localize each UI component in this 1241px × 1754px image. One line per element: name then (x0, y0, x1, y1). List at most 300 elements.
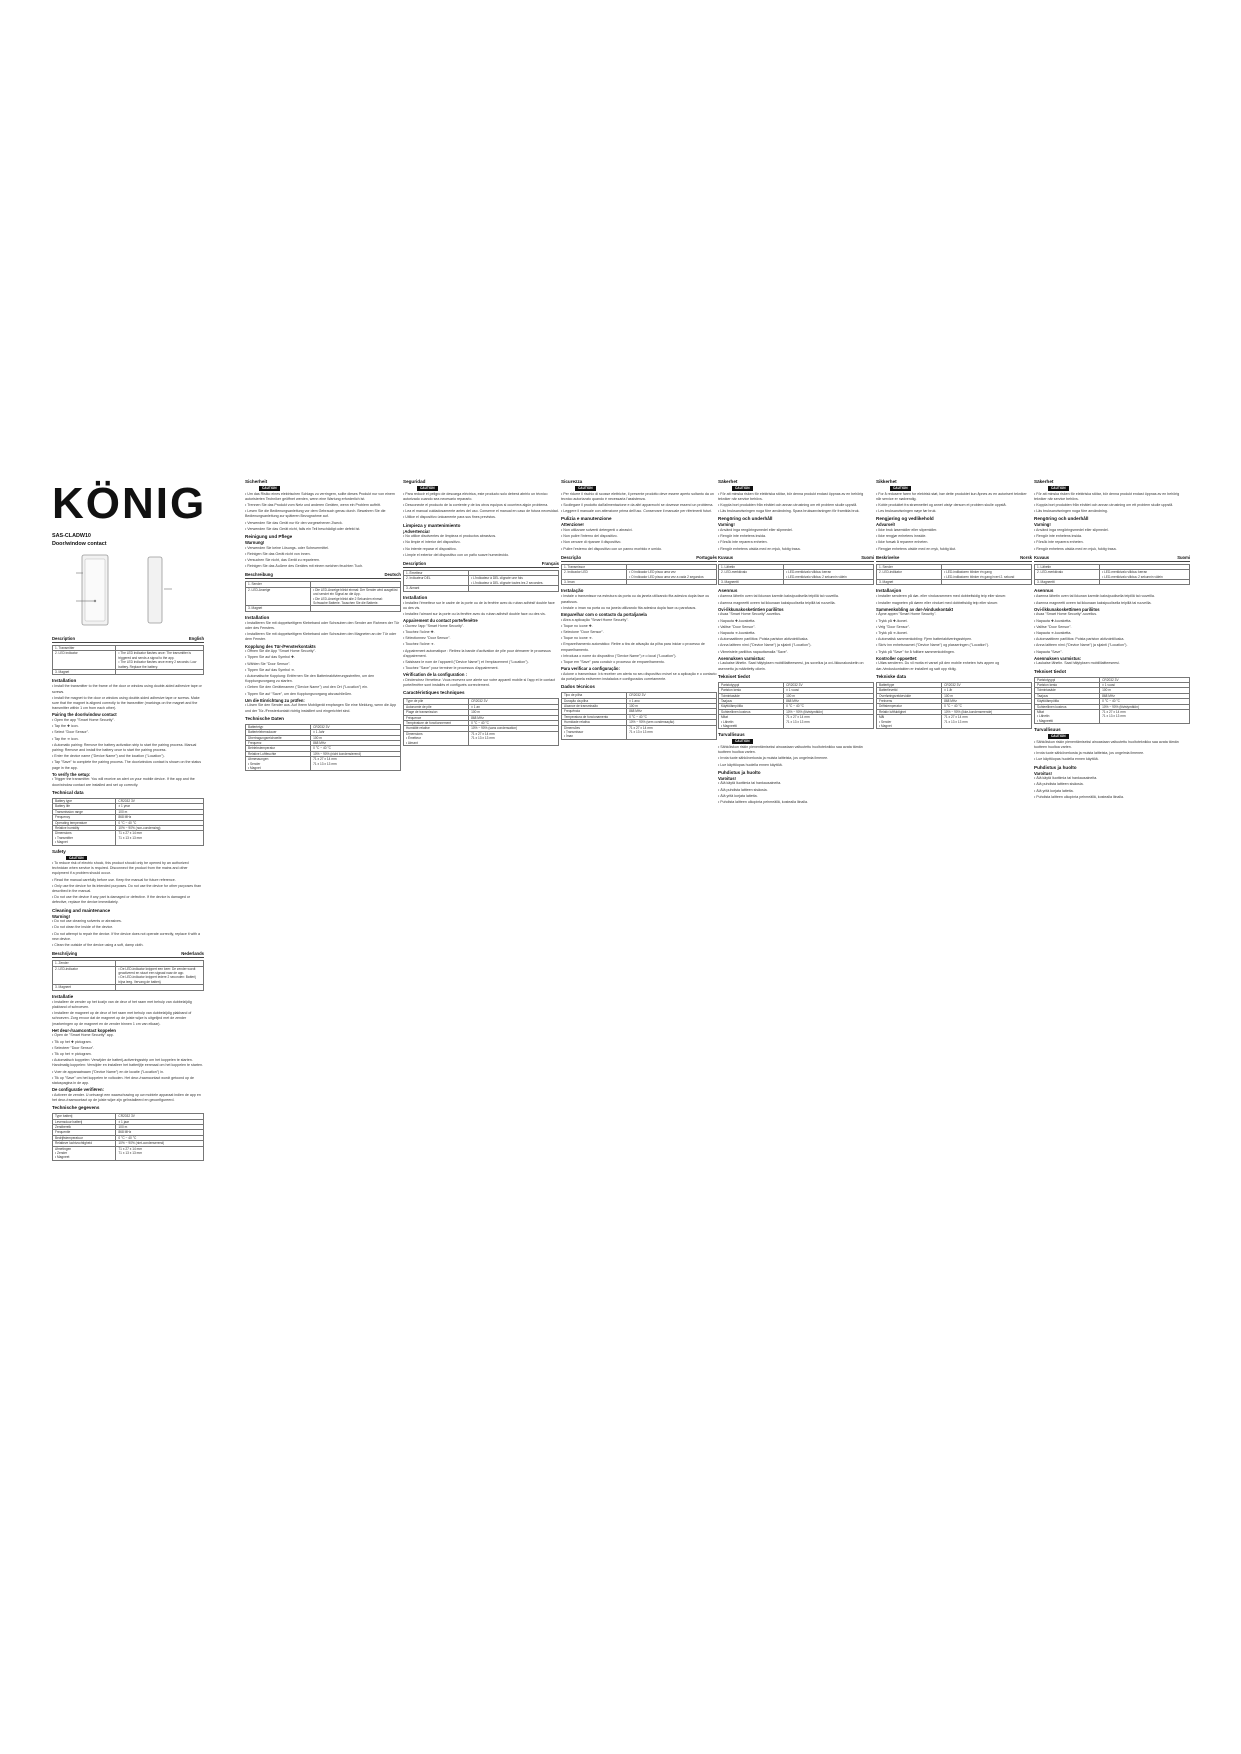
table-cell: Mitat • Lähetin • Magneetti (719, 715, 784, 729)
table-row (53, 1146, 204, 1160)
cleaning-list (52, 919, 204, 948)
table-row (404, 586, 559, 591)
table-cell: 868 MHz (311, 741, 401, 746)
installation-list (245, 621, 401, 643)
table-cell: CR2032 3V (1100, 677, 1190, 682)
table-cell: Alcance de transmissão (562, 703, 627, 708)
table-cell: CR2032 3V (942, 682, 1032, 687)
table-cell: 1. Émetteur (404, 570, 469, 575)
desc-label: Beskrivelse (876, 554, 900, 560)
table-cell: Afmetingen • Zender • Magneet (53, 1146, 116, 1160)
safety-list (718, 745, 874, 768)
list-item: • Puhdista laitteen ulkopinta pehmeällä, kostealla liinalla. (1034, 794, 1124, 799)
caution-label: CAUTION (259, 486, 280, 491)
table-cell: 868 MHz (627, 709, 717, 714)
list-item: • Koble produktet fra strømnettet og annet utstyr dersom et problem skulle oppstå. (876, 502, 1007, 507)
table-cell: Frequência (562, 709, 627, 714)
section-title: Installation (403, 594, 428, 600)
list-item: • Do not clean the inside of the device. (52, 925, 114, 930)
list-item: • Tik op het ✚ pictogram. (52, 1039, 92, 1044)
table-cell: 0 °C ~ 40 °C (469, 721, 559, 726)
list-item: • Läs bruksanvisningen noga före användning. Spara bruksanvisningen för framtida bruk. (718, 509, 860, 514)
table-row (1035, 710, 1190, 724)
list-item: • Försök inte reparera enheten. (718, 540, 768, 545)
table-cell: 1. Lähetin (1035, 564, 1100, 569)
table-cell: Mitat • Lähetin • Magneetti (1035, 710, 1100, 724)
table-cell: 0 °C ~ 40 °C (116, 1135, 204, 1140)
section-title: Instalação (561, 588, 584, 594)
list-item: • Limpie el exterior del dispositivo con un paño suave humedecido. (403, 552, 510, 557)
pairing-list (561, 618, 717, 666)
list-item: • Leggere il manuale con attenzione prima dell'uso. Conservare il manuale per riferimenti futuri. (561, 509, 713, 514)
table-cell: Mål • Sender • Magnet (877, 715, 942, 729)
list-item: • Irrota tuote sähköverkosta ja muista laitteista, jos ongelmia ilmenee. (1034, 751, 1145, 756)
table-cell: Relative Luftfeuchte (246, 751, 311, 756)
table-cell: ± 1 an (469, 704, 559, 709)
table-row (877, 715, 1032, 729)
caution-label: CAUTION (732, 486, 753, 491)
cleaning-list (245, 546, 401, 570)
list-item: • Installeer de magneet op de deur of het raam met behulp van dubbelzijdig plakband of schroeven. Zorg ervoor dat de magneet op de juiste wijze is uitgelijnd met de zender (markeringen op de magneet en de zender binnen 1 cm van elkaar). (52, 1011, 192, 1026)
table-row (719, 579, 874, 584)
list-item: • Älä käytä liuottimia tai hankausaineita. (718, 781, 782, 786)
installation-list (1034, 594, 1190, 605)
tech-table (718, 682, 874, 730)
table-cell: Dimensions • Transmitter • Magnet (53, 831, 116, 845)
table-cell: Zendbereik (53, 1124, 116, 1129)
table-cell: 10% ~ 90% (sans condensation) (469, 726, 559, 731)
description-table (52, 645, 204, 675)
table-cell: Fréquence (404, 715, 469, 720)
lang-label: Norsk (1020, 554, 1032, 560)
table-cell: Betriebstemperatur (246, 746, 311, 751)
column-english (52, 633, 204, 1164)
section-title: Pulizia e manutenzione (561, 516, 612, 522)
list-item: • Rengör inte enhetens insida. (718, 534, 767, 539)
list-item: • Do not use the device if any part is damaged or defective. If the device is damaged or defective, replace the device immediately. (52, 895, 191, 905)
warning-label: Varoitus! (718, 775, 736, 781)
table-cell: Dimensions • Émetteur • Aimant (404, 731, 469, 745)
section-title: Säkerhet (718, 479, 738, 484)
list-item: • Touchez l'icône ✚. (403, 629, 435, 634)
safety-list (245, 492, 401, 532)
table-cell: 868 MHz (116, 1130, 204, 1135)
device-illustration (52, 553, 204, 627)
table-cell: Type batterij (53, 1114, 116, 1119)
section-title: Asennuksen varmistus: (1034, 655, 1082, 661)
table-cell (942, 579, 1032, 584)
column-6 (876, 477, 1032, 732)
installation-list (52, 1000, 204, 1027)
table-cell: 1. Sender (246, 582, 311, 587)
table-cell: 10% ~ 90% (sem condensação) (627, 720, 717, 725)
warning-label: Varoitus! (1034, 770, 1052, 776)
table-cell: ± 1 år (942, 688, 1032, 693)
list-item: • Ikke forsøk å reparere enheten. (876, 540, 929, 545)
table-cell: • Die LED-Anzeige blinkt einmal: Der Sender wird ausgelöst und sendet ein Signal an die App. • Die LED-Anzeige blinkt alle 2 Sekunden einmal: Schwache Batterie. Tauschen Sie die Batterie. (311, 587, 401, 606)
list-item: • Viimeistele pariliitos napauttamalla "Save". (718, 649, 789, 654)
table-row (562, 725, 717, 739)
list-item: • För att minska risken för elektriska stötar, bör denna produkt endast öppnas av en behörig tekniker när service behövs. (1034, 491, 1180, 501)
section-title: Sammenkobling av dør-/vinduskontakt (876, 606, 954, 612)
table-cell: Levensduur batterij (53, 1119, 116, 1124)
table-cell (116, 985, 204, 990)
table-cell: 1. Lähetin (719, 564, 784, 569)
list-item: • Non utilizzare solventi detergenti o abrasivi. (561, 527, 633, 532)
list-item: • Rengör enhetens utsida med en mjuk, fuktig trasa. (1034, 546, 1117, 551)
pairing-list (245, 649, 401, 697)
section-title: De configuratie verifiëren: (52, 1087, 104, 1093)
table-row (246, 606, 401, 611)
table-cell: 10% ~ 90% (tiivistymätön) (784, 709, 874, 714)
table-cell: ± 1 vuosi (784, 688, 874, 693)
list-item: • Sähköiskun riskin pienentämiseksi ainoastaan valtuutettu huoltoteknikko saa avata tämän tuotteen huoltoa varten. (1034, 739, 1179, 749)
section-title: Tekniske data (876, 673, 907, 679)
list-item: • Utilice el dispositivo únicamente para sus fines previstos. (403, 515, 496, 520)
lang-label: Português (696, 554, 717, 560)
table-cell: • O indicador LED pisca uma vez • O indicador LED pisca uma vez a cada 2 segundos (627, 570, 717, 580)
table-cell: Frequenz (246, 741, 311, 746)
lang-header (561, 555, 717, 562)
list-item: • Lue käyttöopas huolella ennen käyttöä. (1034, 757, 1099, 762)
verify-text: • Laukaise lähetin. Saat hälytyksen mobiililaitteeseesi. (1034, 661, 1120, 666)
section-title: Safety (52, 848, 66, 854)
caution-label: CAUTION (732, 739, 753, 744)
list-item: • Älä yritä korjata laitetta. (718, 793, 758, 798)
list-item: • Read the manual carefully before use. Keep the manual for future reference. (52, 877, 176, 882)
caution-label: CAUTION (1048, 486, 1069, 491)
list-item: • Installieren Sie mit doppelseitigem Klebeband oder Schrauben den Sender am Rahmen der Tür oder des Fensters. (245, 620, 400, 630)
list-item: • Rengjør enhetens utside med en myk, fuktig klut. (876, 546, 957, 551)
table-cell: Autonomie de pile (404, 704, 469, 709)
list-item: • Appairement automatique : Retirez la bande d'activation de pile pour démarrer le processus d'appairement. (403, 648, 551, 658)
caution-label: CAUTION (890, 486, 911, 491)
lang-label: Français (541, 560, 559, 566)
section-title: Tekniset tiedot (718, 673, 751, 679)
warning-label: Attenzione! (561, 522, 584, 528)
list-item: • Napauta "Save". (1034, 649, 1063, 654)
brand-logo: KÖNIG (52, 479, 207, 528)
table-cell: 0 °C ~ 40 °C (627, 714, 717, 719)
section-title: Um die Einrichtung zu prüfen: (245, 697, 305, 703)
lang-header (1034, 555, 1190, 562)
list-item: • Koppla bort produkten från elnätet och annan utrustning om ett problem skulle uppstå. (718, 502, 858, 507)
table-cell: 100 m (627, 703, 717, 708)
list-item: • Lesen Sie die Bedienungsanleitung vor dem Gebrauch genau durch. Bewahren Sie die Bedienungsanleitung zur späteren Bezugnahme auf. (245, 509, 386, 519)
section-title: Sicherheit (245, 479, 268, 484)
lang-header-nederlands (52, 951, 204, 958)
list-item: • Avaa "Smart Home Security"-sovellus. (1034, 612, 1098, 617)
list-item: • Rengör inte enhetens insida. (1034, 534, 1083, 539)
list-item: • Installieren Sie mit doppelseitigem Klebeband oder Schrauben den Magneten an der Tür oder dem Fenster. (245, 632, 397, 642)
installation-list (403, 601, 559, 618)
list-item: • Puhdista laitteen ulkopinta pehmeällä, kostealla liinalla. (718, 799, 808, 804)
table-cell: 0 °C ~ 40 °C (942, 704, 1032, 709)
table-cell: ± 1 ano (627, 698, 717, 703)
warning-label: Varning! (718, 522, 735, 528)
table-cell: Température de fonctionnement (404, 721, 469, 726)
description-table (245, 581, 401, 611)
cleaning-list (561, 528, 717, 552)
table-cell: Plage de transmission (404, 710, 469, 715)
product-name: Door/window contact (52, 541, 107, 547)
verify-text: • Acione o transmissor. Irá receber um alerta no seu dispositivo móvel se a aplicação e o contacto da porta/janela estiverem instalados e configurados corretamente. (561, 671, 717, 681)
list-item: • Tik op "Save" om het koppelen te voltooien. Het deur-/raamcontact wordt getoond op de statuspagina in de app. (52, 1075, 195, 1085)
table-cell: Temperatura de funcionamento (562, 714, 627, 719)
table-cell: 100 m (784, 693, 874, 698)
table-cell: Paristotyyppi (1035, 677, 1100, 682)
table-cell: Driftstemperatur (877, 704, 942, 709)
list-item: • Desconecte el producto de la corriente y de los otros equipos si ocurriera algún problema. (403, 502, 549, 507)
safety-list (403, 492, 559, 521)
verify-text: • Activeer de zender. U ontvangt een waarschuwing op uw mobiele apparaat indien de app en het deur-/raamcontact op de juiste wijze zijn geïnstalleerd en geconfigureerd. (52, 1092, 201, 1102)
section-title: Caractéristiques techniques (403, 690, 465, 696)
list-item: • Koppla bort produkten från elnätet och annan utrustning om ett problem skulle uppstå. (1034, 502, 1174, 507)
list-item: • Installez l'aimant sur la porte ou la fenêtre avec du ruban adhésif double face ou des vis. (403, 611, 546, 616)
table-cell: CR2032 3V (784, 682, 874, 687)
table-cell: 2. LED indicator (53, 651, 116, 670)
list-item: • Ikke bruk løsemidler eller slipemidler. (876, 527, 938, 532)
list-item: • Automatic pairing: Remove the battery activation strip to start the pairing process. Manual pairing: Remove and install the battery once to start the pairing process. (52, 742, 197, 753)
table-cell: Transmission range (53, 809, 116, 814)
table-cell: • LED-indikatoren blinker én gang • LED-indikatoren blinker én gang hvert 2. sekund (942, 570, 1032, 580)
section-title: Sicurezza (561, 479, 583, 484)
table-cell: ± 1 year (116, 804, 204, 809)
column-5 (718, 477, 874, 806)
safety-list (561, 492, 717, 515)
table-cell: 3. Magnet (53, 670, 116, 675)
table-cell: 868 MHz (116, 815, 204, 820)
table-cell: 71 x 27 x 14 mm 71 x 13 x 13 mm (942, 715, 1032, 729)
list-item: • Scollegare il prodotto dall'alimentazione e da altri apparecchi se dovesse esserci un problema. (561, 502, 714, 507)
list-item: • Enter the device name ("Device Name") and the location ("Location"). (52, 754, 165, 759)
list-item: • Asenna lähetin oven tai ikkunan karmiin kaksipuolisella teipillä tai ruuveilla. (718, 594, 839, 599)
section-title: Reinigung und Pflege (245, 533, 293, 539)
table-cell: Overføringsrekkevidde (877, 693, 942, 698)
table-cell: 10% ~ 90% (nicht kondensierend) (311, 751, 401, 756)
list-item: • Älä puhdista laitteen sisäosia. (718, 787, 768, 792)
list-item: • Asenna lähetin oven tai ikkunan karmiin kaksipuolisella teipillä tai ruuveilla. (1034, 594, 1155, 599)
section-title: Cleaning and maintenance (52, 907, 111, 913)
list-item: • Toque no ícone ✚. (561, 623, 593, 628)
section-title: Para verificar a configuração: (561, 666, 620, 672)
table-cell: 2. Indicador LED (562, 570, 627, 580)
list-item: • Versuchen Sie nicht, das Gerät zu reparieren. (245, 557, 320, 562)
desc-label: Kuvaus (1034, 554, 1050, 560)
table-cell: 71 x 27 x 14 mm 71 x 13 x 13 mm (311, 757, 401, 771)
table-cell: 100 m (1100, 688, 1190, 693)
table-cell: 3. Magneetti (719, 579, 784, 584)
table-cell: 1. Sender (877, 564, 942, 569)
verify-text: • Laukaise lähetin. Saat hälytyksen mobiililaitteeseesi, jos sovellus ja ovi-/ikkunakosketin on asennettu ja määritetty oikein. (718, 661, 864, 671)
table-cell: Taajuus (719, 698, 784, 703)
table-cell: 1. Transmissor (562, 564, 627, 569)
tech-table (52, 798, 204, 846)
table-cell: 100 m (116, 809, 204, 814)
section-title: Rengöring och underhåll (1034, 516, 1089, 522)
table-cell: Relative humidity (53, 825, 116, 830)
table-cell: Batterietyp (246, 724, 311, 729)
table-cell (469, 586, 559, 591)
cleaning-list (718, 528, 874, 552)
table-cell: Humidade relativa (562, 720, 627, 725)
warning-label: Warnung! (245, 539, 265, 545)
list-item: • Non pulire l'interno del dispositivo. (561, 534, 618, 539)
table-cell: • The LED indicator flashes once: The transmitter is triggered and sends a signal to the app. • The LED indicator flashes once every 2 seconds: Low battery. Replace the battery. (116, 651, 204, 670)
table-cell: 3. Aimant (404, 586, 469, 591)
column-deutsch (245, 477, 401, 774)
section-title: Ovi-/ikkunakosketintien pariliitos (718, 606, 784, 612)
cleaning-list (1034, 528, 1190, 552)
list-item: • Avaa "Smart Home Security"-sovellus. (718, 612, 782, 617)
warning-label: Varning! (1034, 522, 1051, 528)
table-row (53, 985, 204, 990)
verify-text: • Trigger the transmitter. You will receive an alert on your mobile device. If the app and the door/window contact are installed and set up correctly. (52, 777, 195, 787)
lang-header-deutsch (245, 572, 401, 579)
table-row (877, 579, 1032, 584)
table-cell: Type de pile (404, 699, 469, 704)
list-item: • Install the magnet to the door or window using double-sided adhesive tape or screws. Make sure that the magnet is aligned correctly to the transmitter (markings on the magnet and the transmitter within 1 cm from each other). (52, 695, 200, 711)
pairing-list (718, 612, 874, 654)
list-item: • Tippen Sie auf das Symbol ✚. (245, 655, 296, 660)
table-cell: 2. LED-merkkivalo (1035, 570, 1100, 580)
warning-label: ¡Advertencia! (403, 528, 430, 534)
caution-label: CAUTION (417, 486, 438, 491)
section-title: Installasjon (876, 588, 902, 594)
list-item: • Automaattinen pariliitos: Poista pariston aktivointiliuska. (1034, 637, 1125, 642)
safety-list (876, 492, 1032, 515)
table-cell: Frequentie (53, 1130, 116, 1135)
list-item: • Selecteer "Door Sensor". (52, 1045, 95, 1050)
section-title: Appairement du contact porte/fenêtre (403, 618, 478, 624)
list-item: • Napauta ✚-kuvaketta. (718, 618, 756, 623)
model-number: SAS-CLADW10 (52, 533, 91, 539)
list-item: • Läs bruksanvisningen noga före användning. (1034, 509, 1108, 514)
list-item: • Älä puhdista laitteen sisäosia. (1034, 782, 1084, 787)
table-cell: 100 m (942, 693, 1032, 698)
list-item: • Lea el manual cuidadosamente antes del uso. Conserve el manual en caso de futura necesidad. (403, 509, 559, 514)
cleaning-list (876, 528, 1032, 552)
tech-table (403, 698, 559, 746)
list-item: • Installeer de zender op het kozijn van de deur of het raam met behulp van dubbelzijdig plakband of schroeven. (52, 999, 192, 1009)
column-7 (1034, 477, 1190, 801)
table-row (1035, 579, 1190, 584)
table-row (53, 831, 204, 845)
table-cell: 71 x 27 x 14 mm 71 x 13 x 13 mm (1100, 710, 1190, 724)
table-cell: Suhteellinen kosteus (1035, 704, 1100, 709)
lang-label: Deutsch (384, 572, 401, 578)
table-cell: Taajuus (1035, 693, 1100, 698)
warning-label: Advarsel! (876, 522, 896, 528)
table-cell: • De LED-indicator knippert een keer: De zender wordt geactiveerd en stuurt een signaal naar de app. • De LED-indicator knippert iedere 2 seconden: Batterij bijna leeg. Vervang de batterij. (116, 966, 204, 985)
section-title: Tekniset tiedot (1034, 668, 1067, 674)
table-cell: 10% ~ 90% (ikke-kondenserende) (942, 709, 1032, 714)
table-cell: 71 x 27 x 14 mm 71 x 13 x 13 mm (784, 715, 874, 729)
description-table (876, 564, 1032, 586)
table-cell: CR2032 3V (469, 699, 559, 704)
table-cell: 0 °C ~ 40 °C (116, 820, 204, 825)
section-title: Puhdistus ja huolto (718, 769, 761, 775)
section-title: Limpieza y mantenimiento (403, 522, 461, 528)
cleaning-list (403, 534, 559, 558)
lang-header (403, 561, 559, 568)
list-item: • Tap "Save" to complete the pairing process. The door/window contact is shown on the status page in the app. (52, 760, 202, 770)
desc-label: Description (403, 560, 427, 566)
table-cell: Relatieve luchtvochtigheid (53, 1141, 116, 1146)
warning-label: Warning! (52, 913, 70, 919)
table-cell (627, 579, 717, 584)
table-cell: 868 MHz (784, 698, 874, 703)
table-cell: 10% ~ 90% (non-condensing) (116, 825, 204, 830)
table-cell: • LED-merkkivalo vilkkuu kerran • LED-merkkivalo vilkkuu 2 sekunnin välein (784, 570, 874, 580)
list-item: • Napauta ➔-kuvaketta. (1034, 630, 1072, 635)
list-item: • Velg "Door Sensor". (876, 624, 910, 629)
list-item: • Touchez l'icône ➔. (403, 642, 435, 647)
table-cell: Toimintasäde (719, 693, 784, 698)
list-item: • Ouvrez l'app "Smart Home Security". (403, 623, 465, 628)
list-item: • Clean the outside of the device using a soft, damp cloth. (52, 943, 144, 948)
list-item: • Asenna magneetti oveen tai ikkunaan kaksipuolisella teipillä tai ruuveilla. (1034, 600, 1152, 605)
table-cell: Suhteellinen kosteus (719, 709, 784, 714)
list-item: • Install the transmitter to the frame of the door or window using double-sided adhesive tape or screws. (52, 684, 202, 694)
list-item: • Automaattinen pariliitos: Poista pariston aktivointiliuska. (718, 637, 809, 642)
list-item: • Installer senderen på dør- eller vindusrammen med dobbeltsidig teip eller skruer. (876, 594, 1007, 599)
table-cell (116, 670, 204, 675)
cleaning-list (718, 781, 874, 805)
table-cell (311, 606, 401, 611)
list-item: • Select "Door Sensor". (52, 730, 89, 735)
section-title: Asennuksen varmistus: (718, 655, 766, 661)
list-item: • Använd inga rengöringsmedel eller slipmedel. (718, 527, 793, 532)
list-item: • Reinigen Sie das Gerät nicht von innen. (245, 551, 311, 556)
table-cell: 3. Magnet (246, 606, 311, 611)
list-item: • Älä käytä liuottimia tai hankausaineita. (1034, 776, 1098, 781)
list-item: • Tik op het ➔ pictogram. (52, 1051, 92, 1056)
table-cell: 71 x 27 x 14 mm 71 x 13 x 13 mm (116, 831, 204, 845)
table-cell: 868 MHz (942, 698, 1032, 703)
list-item: • Asenna magneetti oveen tai ikkunaan kaksipuolisella teipillä tai ruuveilla. (718, 600, 836, 605)
description-table (52, 960, 204, 990)
section-title: Turvallisuus (718, 732, 745, 738)
installation-list (718, 594, 874, 605)
section-title: Seguridad (403, 479, 426, 484)
list-item: • Använd inga rengöringsmedel eller slipmedel. (1034, 527, 1109, 532)
list-item: • Försök inte reparera enheten. (1034, 540, 1084, 545)
tech-table (1034, 677, 1190, 725)
table-cell: 3. Magneetti (1035, 579, 1100, 584)
table-row (719, 570, 874, 580)
section-title: Asennus (1034, 588, 1054, 594)
desc-label: Descrição (561, 554, 582, 560)
caution-label: CAUTION (1048, 734, 1069, 739)
table-cell: CR2032 3V (627, 693, 717, 698)
table-cell: Humidité relative (404, 726, 469, 731)
tech-table (561, 692, 717, 740)
lang-label: English (188, 636, 204, 641)
list-item: • Les bruksanvisningen nøye før bruk. (876, 509, 937, 514)
table-cell: Operating temperature (53, 820, 116, 825)
list-item: • Instale o íman na porta ou na janela utilizando fita adesiva dupla face ou parafusos. (561, 605, 697, 610)
list-item: • Emparelhamento automático: Retire a tira de ativação da pilha para iniciar o processo de emparelhamento. (561, 642, 705, 652)
list-item: • Automatische Kopplung: Entfernen Sie den Batterieaktivierungsstreifen, um den Kopplungsvorgang zu starten. (245, 673, 375, 684)
list-item: • Trennen Sie das Produkt vom Netz und anderen Geräten, wenn ein Problem auftritt. (245, 502, 381, 507)
pairing-list (876, 612, 1032, 654)
table-cell: Batteritype (877, 682, 942, 687)
list-item: • Saisissez le nom de l'appareil ("Device Name") et l'emplacement ("Location"). (403, 659, 529, 664)
list-item: • Selecione "Door Sensor". (561, 629, 604, 634)
table-cell: Käyttölämpötila (719, 704, 784, 709)
section-title: Sikkerhet (876, 479, 897, 484)
